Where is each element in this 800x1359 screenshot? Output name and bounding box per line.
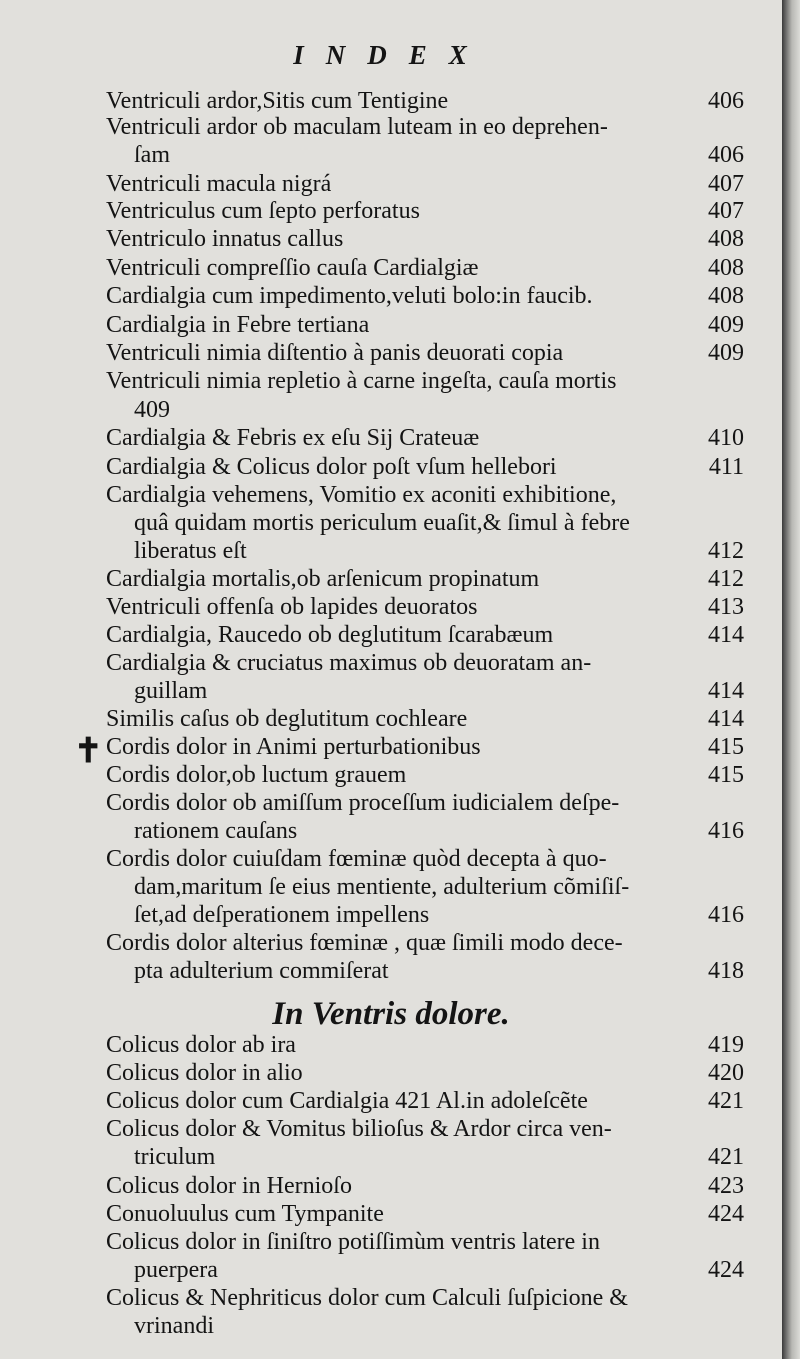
entry-text: pta adulterium commiſerat xyxy=(134,958,389,984)
index-entry xyxy=(106,1285,746,1311)
index-entry xyxy=(106,1173,746,1199)
page-number: 416 xyxy=(708,902,744,928)
entry-text: Cordis dolor alterius fœminæ , quæ ſimili modo dece- xyxy=(106,930,623,956)
index-entry xyxy=(106,425,746,451)
page-number: 406 xyxy=(708,88,744,114)
entry-text: vrinandi xyxy=(134,1313,214,1339)
index-entry xyxy=(134,1144,746,1170)
entry-text: Ventriculi compreſſio cauſa Cardialgiæ xyxy=(106,255,479,281)
entry-text: Colicus dolor in alio xyxy=(106,1060,303,1086)
index-entry xyxy=(134,510,746,536)
page-number: 415 xyxy=(708,762,744,788)
page-number: 421 xyxy=(708,1144,744,1170)
index-entry xyxy=(134,678,746,704)
page-number: 420 xyxy=(708,1060,744,1086)
entry-text: Ventriculi nimia diſtentio à panis deuorati copia xyxy=(106,340,564,366)
index-entry xyxy=(106,1229,746,1255)
entry-text: Cardialgia & Colicus dolor poſt vſum hellebori xyxy=(106,454,557,480)
entry-text: Ventriculi ardor ob maculam luteam in eo deprehen- xyxy=(106,114,608,140)
entry-text: Cardialgia & cruciatus maximus ob deuoratam an- xyxy=(106,650,592,676)
index-entry xyxy=(106,762,746,788)
page-number: 409 xyxy=(708,340,744,366)
index-entry xyxy=(106,1060,746,1086)
index-entry xyxy=(106,482,746,508)
page-number: 421 xyxy=(708,1088,744,1114)
index-entry xyxy=(134,958,746,984)
index-entry xyxy=(106,1201,746,1227)
page-number: 423 xyxy=(708,1173,744,1199)
index-entry xyxy=(106,171,746,197)
entry-text: Colicus dolor in ſiniſtro potiſſimùm ventris latere in xyxy=(106,1229,600,1255)
index-entry xyxy=(106,1032,746,1058)
entry-text: Cardialgia in Febre tertiana xyxy=(106,312,370,338)
entry-text: liberatus eſt xyxy=(134,538,247,564)
entry-text: Ventriculi macula nigrá xyxy=(106,171,332,197)
entry-text: dam,maritum ſe eius mentiente, adulterium cõmiſiſ- xyxy=(134,874,630,900)
index-entry xyxy=(106,88,746,114)
page-number: 407 xyxy=(708,198,744,224)
index-entry xyxy=(106,114,746,140)
page-header: INDEX xyxy=(293,40,489,70)
page-number: 414 xyxy=(708,678,744,704)
entry-text: ſet,ad deſperationem impellens xyxy=(134,902,430,928)
entry-text: Colicus dolor in Hernioſo xyxy=(106,1173,352,1199)
index-entry xyxy=(106,198,746,224)
entry-text: Conuoluulus cum Tympanite xyxy=(106,1201,384,1227)
index-entry xyxy=(106,340,746,366)
entry-text: Ventriculo innatus callus xyxy=(106,226,344,252)
section-heading: In Ventris dolore. xyxy=(272,996,510,1032)
entry-text: ſam xyxy=(134,142,170,168)
entry-text: Colicus & Nephriticus dolor cum Calculi ſuſpicione & xyxy=(106,1285,628,1311)
index-entry xyxy=(106,566,746,592)
page-number: 412 xyxy=(708,566,744,592)
page-number: 424 xyxy=(708,1201,744,1227)
entry-text: Cardialgia, Raucedo ob deglutitum ſcarabæum xyxy=(106,622,554,648)
entry-text: Cordis dolor cuiuſdam fœminæ quòd decepta à quo- xyxy=(106,846,607,872)
entry-text: Ventriculi nimia repletio à carne ingeſta, cauſa mortis xyxy=(106,368,617,394)
index-entry xyxy=(106,734,746,760)
index-entry xyxy=(106,226,746,252)
page-number: 413 xyxy=(708,594,744,620)
page-number: 408 xyxy=(708,283,744,309)
page-number: 412 xyxy=(708,538,744,564)
index-entry xyxy=(106,790,746,816)
entry-text: 409 xyxy=(134,397,170,423)
entry-text: Cordis dolor,ob luctum grauem xyxy=(106,762,407,788)
margin-cross-mark: ✝ xyxy=(74,733,103,770)
page-number: 407 xyxy=(708,171,744,197)
entry-text: Colicus dolor ab ira xyxy=(106,1032,296,1058)
index-entry xyxy=(134,538,746,564)
page-number: 408 xyxy=(708,255,744,281)
page-number: 416 xyxy=(708,818,744,844)
page-number: 414 xyxy=(708,706,744,732)
page-number: 418 xyxy=(708,958,744,984)
index-entry xyxy=(106,594,746,620)
book-spine xyxy=(782,0,800,1359)
index-entry xyxy=(106,312,746,338)
page-number: 409 xyxy=(708,312,744,338)
entry-text: rationem cauſans xyxy=(134,818,298,844)
page-number: 408 xyxy=(708,226,744,252)
entry-text: quâ quidam mortis periculum euaſit,& ſimul à febre xyxy=(134,510,630,536)
index-entry xyxy=(134,1313,746,1339)
index-entry xyxy=(106,650,746,676)
index-entry xyxy=(134,397,746,423)
entry-text: puerpera xyxy=(134,1257,218,1283)
entry-text: Cardialgia cum impedimento,veluti bolo:in faucib. xyxy=(106,283,593,309)
page-number: 411 xyxy=(708,454,744,480)
index-entry xyxy=(106,1116,746,1142)
entry-text: Cardialgia & Febris ex eſu Sij Crateuæ xyxy=(106,425,480,451)
page-number: 410 xyxy=(708,425,744,451)
entry-text: triculum xyxy=(134,1144,216,1170)
index-entry xyxy=(134,1257,746,1283)
entry-text: Cordis dolor ob amiſſum proceſſum iudicialem deſpe- xyxy=(106,790,620,816)
index-entry xyxy=(106,1088,746,1114)
index-entry xyxy=(134,142,746,168)
page-number: 406 xyxy=(708,142,744,168)
entry-text: Cordis dolor in Animi perturbationibus xyxy=(106,734,481,760)
index-entry xyxy=(106,368,746,394)
index-entry xyxy=(106,706,746,732)
index-entry xyxy=(134,902,746,928)
page-number: 419 xyxy=(708,1032,744,1058)
index-entry xyxy=(106,255,746,281)
index-entry xyxy=(106,283,746,309)
entry-text: Colicus dolor cum Cardialgia 421 Al.in adoleſcẽte xyxy=(106,1088,588,1114)
index-entry xyxy=(106,454,746,480)
entry-text: Colicus dolor & Vomitus bilioſus & Ardor circa ven- xyxy=(106,1116,612,1142)
entry-text: Similis caſus ob deglutitum cochleare xyxy=(106,706,468,732)
page-number: 414 xyxy=(708,622,744,648)
page-number: 415 xyxy=(708,734,744,760)
index-entry xyxy=(134,818,746,844)
index-entry xyxy=(106,622,746,648)
page-number: 424 xyxy=(708,1257,744,1283)
entry-text: guillam xyxy=(134,678,208,704)
entry-text: Ventriculi ardor,Sitis cum Tentigine xyxy=(106,88,449,114)
entry-text: Ventriculus cum ſepto perforatus xyxy=(106,198,420,224)
index-entry xyxy=(134,874,746,900)
entry-text: Cardialgia mortalis,ob arſenicum propinatum xyxy=(106,566,540,592)
index-entry xyxy=(106,930,746,956)
entry-text: Cardialgia vehemens, Vomitio ex aconiti exhibitione, xyxy=(106,482,617,508)
index-entry xyxy=(106,846,746,872)
entry-text: Ventriculi offenſa ob lapides deuoratos xyxy=(106,594,478,620)
